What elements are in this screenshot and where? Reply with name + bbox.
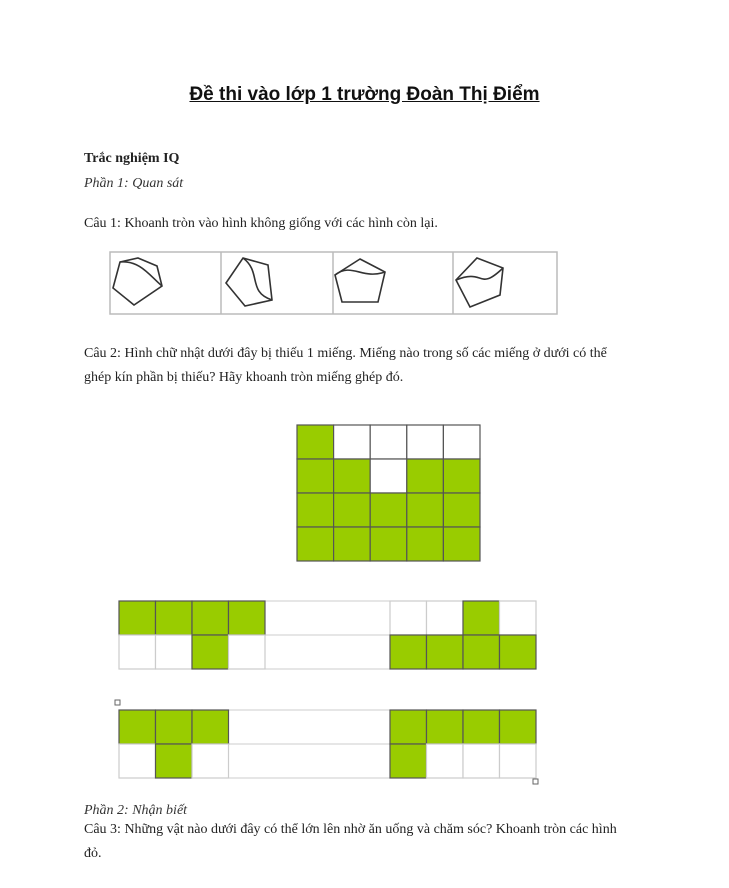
resize-handle[interactable] — [533, 779, 538, 784]
grid-cell-empty — [334, 425, 371, 459]
answer-piece[interactable] — [119, 710, 229, 778]
piece-cell-filled[interactable] — [192, 635, 229, 669]
piece-cell-filled[interactable] — [390, 635, 427, 669]
grid-cell-empty — [443, 425, 480, 459]
grid-cell-empty — [370, 459, 407, 493]
grid-cell-filled — [370, 527, 407, 561]
piece-cell-empty[interactable] — [427, 601, 464, 635]
piece-cell-empty[interactable] — [463, 744, 500, 778]
pentagon-icon[interactable] — [335, 259, 385, 302]
piece-cell-empty[interactable] — [119, 744, 156, 778]
part1-heading: Phần 1: Quan sát — [84, 176, 184, 191]
answer-piece[interactable] — [119, 601, 265, 669]
part2-heading: Phần 2: Nhận biết — [84, 803, 188, 818]
piece-cell-filled[interactable] — [463, 635, 500, 669]
q1-figure-strip — [110, 252, 557, 314]
answer-piece[interactable] — [390, 710, 536, 778]
piece-cell-filled[interactable] — [156, 601, 193, 635]
piece-cell-filled[interactable] — [192, 710, 229, 744]
piece-cell-filled[interactable] — [427, 635, 464, 669]
piece-cell-empty[interactable] — [390, 601, 427, 635]
grid-cell-empty — [407, 425, 444, 459]
piece-cell-filled[interactable] — [463, 710, 500, 744]
q2-main-grid — [297, 425, 480, 561]
pentagon-icon[interactable] — [456, 258, 503, 307]
piece-cell-filled[interactable] — [390, 710, 427, 744]
piece-cell-empty[interactable] — [119, 635, 156, 669]
page-title: Đề thi vào lớp 1 trường Đoàn Thị Điểm — [189, 84, 540, 105]
piece-cell-filled[interactable] — [500, 710, 537, 744]
piece-cell-filled[interactable] — [390, 744, 427, 778]
piece-cell-filled[interactable] — [119, 601, 156, 635]
question-2-line-2: ghép kín phần bị thiếu? Hãy khoanh tròn miếng ghép đó. — [84, 370, 404, 385]
piece-cell-empty[interactable] — [427, 744, 464, 778]
piece-cell-empty[interactable] — [156, 635, 193, 669]
piece-cell-empty[interactable] — [500, 744, 537, 778]
piece-cell-filled[interactable] — [192, 601, 229, 635]
answer-piece[interactable] — [390, 601, 536, 669]
resize-handle[interactable] — [115, 700, 120, 705]
section-heading: Trắc nghiệm IQ — [84, 151, 180, 166]
grid-cell-filled — [443, 493, 480, 527]
grid-cell-filled — [370, 493, 407, 527]
grid-cell-filled — [407, 493, 444, 527]
piece-cell-empty[interactable] — [192, 744, 229, 778]
piece-cell-empty[interactable] — [229, 635, 266, 669]
grid-cell-filled — [407, 527, 444, 561]
grid-cell-empty — [370, 425, 407, 459]
piece-cell-filled[interactable] — [156, 710, 193, 744]
grid-cell-filled — [334, 493, 371, 527]
question-3-line-2: đỏ. — [84, 846, 102, 861]
question-1: Câu 1: Khoanh tròn vào hình không giống với các hình còn lại. — [84, 216, 438, 231]
question-3-line-1: Câu 3: Những vật nào dưới đây có thể lớn lên nhờ ăn uống và chăm sóc? Khoanh tròn các hình — [84, 822, 617, 837]
grid-cell-filled — [297, 459, 334, 493]
pentagon-icon[interactable] — [113, 258, 162, 305]
piece-cell-filled[interactable] — [427, 710, 464, 744]
piece-cell-filled[interactable] — [156, 744, 193, 778]
piece-cell-empty[interactable] — [500, 601, 537, 635]
grid-cell-filled — [334, 459, 371, 493]
grid-cell-filled — [297, 527, 334, 561]
grid-cell-filled — [297, 425, 334, 459]
grid-cell-filled — [407, 459, 444, 493]
q2-answer-pieces — [115, 601, 538, 784]
grid-cell-filled — [297, 493, 334, 527]
grid-cell-filled — [443, 527, 480, 561]
grid-cell-filled — [334, 527, 371, 561]
question-2-line-1: Câu 2: Hình chữ nhật dưới đây bị thiếu 1 miếng. Miếng nào trong số các miếng ở dưới có thể — [84, 346, 607, 361]
grid-cell-filled — [443, 459, 480, 493]
pentagon-icon[interactable] — [226, 258, 272, 306]
piece-cell-filled[interactable] — [463, 601, 500, 635]
piece-cell-filled[interactable] — [500, 635, 537, 669]
piece-cell-filled[interactable] — [119, 710, 156, 744]
piece-cell-filled[interactable] — [229, 601, 266, 635]
